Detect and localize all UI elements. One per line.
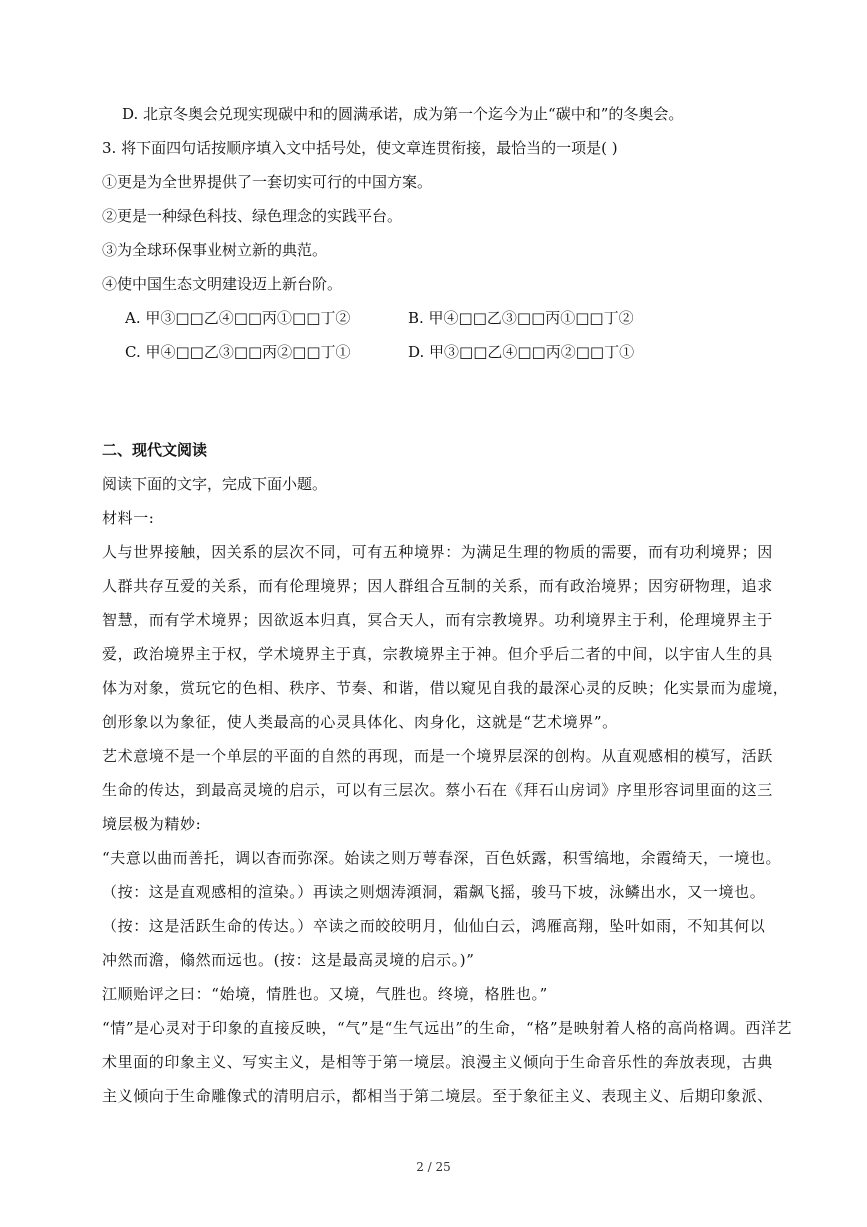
q2-option-d: D. 北京冬奥会兑现实现碳中和的圆满承诺，成为第一个迄今为止“碳中和”的冬奥会。 xyxy=(122,105,684,123)
passage-line: 人与世界接触，因关系的层次不同，可有五种境界：为满足生理的物质的需要，而有功利境界；因 xyxy=(102,543,773,561)
passage-line: 体为对象，赏玩它的色相、秩序、节奏、和谐，借以窥见自我的最深心灵的反映；化实景而为虚境， xyxy=(102,679,789,697)
q3-item-4: ④使中国生态文明建设迈上新台阶。 xyxy=(102,275,343,293)
question-3-stem: 3. 将下面四句话按顺序填入文中括号处，使文章连贯衔接，最恰当的一项是( ) xyxy=(102,139,618,157)
material-label: 材料一: xyxy=(102,509,155,527)
q3-option-b: B. 甲④□□乙③□□丙①□□丁② xyxy=(408,309,634,327)
q3-item-2: ②更是一种绿色科技、绿色理念的实践平台。 xyxy=(102,207,403,225)
q3-option-a: A. 甲③□□乙④□□丙①□□丁② xyxy=(125,309,351,327)
q3-option-c: C. 甲④□□乙③□□丙②□□丁① xyxy=(125,343,351,361)
page-number: 2 / 25 xyxy=(416,1160,451,1174)
q3-item-1: ①更是为全世界提供了一套切实可行的中国方案。 xyxy=(102,173,433,191)
passage-line: 术里面的印象主义、写实主义，是相等于第一境层。浪漫主义倾向于生命音乐性的奔放表现，古典 xyxy=(102,1053,773,1071)
passage-line: 智慧，而有学术境界；因欲返本归真，冥合天人，而有宗教境界。功利境界主于利，伦理境界主于 xyxy=(102,611,773,629)
passage-line: （按：这是活跃生命的传达。）卒读之而皎皎明月，仙仙白云，鸿雁高翔，坠叶如雨，不知其何以 xyxy=(102,917,766,935)
passage-line: “夫意以曲而善托，调以杳而弥深。始读之则万萼春深，百色妖露，积雪缟地，余霞绮天，一境也。 xyxy=(102,849,782,867)
passage-line: 主义倾向于生命雕像式的清明启示，都相当于第二境层。至于象征主义、表现主义、后期印象派、 xyxy=(102,1087,773,1105)
passage-line: 爱，政治境界主于权，学术境界主于真，宗教境界主于神。但介乎后二者的中间，以宇宙人生的具 xyxy=(102,645,773,663)
passage-line: （按：这是直观感相的渲染。）再读之则烟涛澒洞，霜飙飞摇，骏马下坡，泳鳞出水，又一境也。 xyxy=(102,883,766,901)
passage-line: 生命的传达，到最高灵境的启示，可以有三层次。蔡小石在《拜石山房词》序里形容词里面的这三 xyxy=(102,781,773,799)
passage-line: 创形象以为象征，使人类最高的心灵具体化、肉身化，这就是“艺术境界”。 xyxy=(102,713,618,731)
passage-line: 境层极为精妙: xyxy=(102,815,202,833)
section-heading: 二、现代文阅读 xyxy=(102,441,208,459)
q3-option-d: D. 甲③□□乙④□□丙②□□丁① xyxy=(408,343,635,361)
reading-instruction: 阅读下面的文字，完成下面小题。 xyxy=(102,475,328,493)
passage-line: “情”是心灵对于印象的直接反映，“气”是“生气远出”的生命，“格”是映射着人格的高尚格调。西洋艺 xyxy=(102,1019,793,1037)
passage-line: 冲然而澹，翛然而远也。(按：这是最高灵境的启示。)” xyxy=(102,951,475,969)
passage-line: 江顺贻评之曰：“始境，情胜也。又境，气胜也。终境，格胜也。” xyxy=(102,985,548,1003)
passage-line: 人群共存互爱的关系，而有伦理境界；因人群组合互制的关系，而有政治境界；因穷研物理，追求 xyxy=(102,577,773,595)
passage-line: 艺术意境不是一个单层的平面的自然的再现，而是一个境界层深的创构。从直观感相的模写，活跃 xyxy=(102,747,773,765)
q3-item-3: ③为全球环保事业树立新的典范。 xyxy=(102,241,328,259)
